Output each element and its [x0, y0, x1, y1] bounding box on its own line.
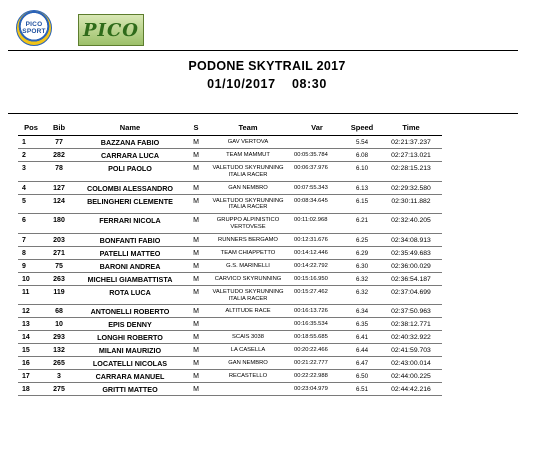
- table-row: [18, 383, 442, 396]
- row-time: 02:38:12.771: [380, 318, 442, 331]
- event-date: 01/10/2017: [207, 77, 276, 91]
- row-position: 6: [18, 214, 44, 234]
- row-athlete-name: FERRARI NICOLA: [74, 214, 186, 234]
- row-athlete-name: BELINGHERI CLEMENTE: [74, 194, 186, 214]
- row-sex: M: [186, 246, 206, 259]
- row-athlete-name: PATELLI MATTEO: [74, 246, 186, 259]
- row-position: 7: [18, 233, 44, 246]
- row-time: 02:21:37.237: [380, 136, 442, 149]
- row-time: 02:35:49.683: [380, 246, 442, 259]
- row-bib: 10: [44, 318, 74, 331]
- row-gap: 00:07:55.343: [290, 181, 344, 194]
- pico-sport-logo-line1: PICO: [25, 21, 43, 28]
- column-header-time: Time: [380, 121, 442, 136]
- row-gap: 00:15:16.950: [290, 272, 344, 285]
- row-bib: 275: [44, 383, 74, 396]
- table-row: [18, 370, 442, 383]
- row-time: 02:41:59.703: [380, 344, 442, 357]
- column-header-speed: Speed: [344, 121, 380, 136]
- row-position: 2: [18, 149, 44, 162]
- row-sex: M: [186, 370, 206, 383]
- table-row: [18, 259, 442, 272]
- row-gap: 00:18:55.685: [290, 331, 344, 344]
- row-time: 02:29:32.580: [380, 181, 442, 194]
- row-gap: 00:15:27.462: [290, 285, 344, 305]
- row-speed: 6.51: [344, 383, 380, 396]
- row-bib: 77: [44, 136, 74, 149]
- row-speed: 6.15: [344, 194, 380, 214]
- pico-logo: [78, 14, 144, 46]
- row-speed: 6.13: [344, 181, 380, 194]
- row-athlete-name: LONGHI ROBERTO: [74, 331, 186, 344]
- row-team: [206, 318, 290, 331]
- row-team: GAV VERTOVA: [206, 136, 290, 149]
- row-sex: M: [186, 149, 206, 162]
- row-team: VALETUDO SKYRUNNING ITALIA RACER: [206, 194, 290, 214]
- row-position: 1: [18, 136, 44, 149]
- row-speed: 6.32: [344, 285, 380, 305]
- row-time: 02:30:11.882: [380, 194, 442, 214]
- row-sex: M: [186, 181, 206, 194]
- row-sex: M: [186, 259, 206, 272]
- row-athlete-name: CARRARA LUCA: [74, 149, 186, 162]
- row-team: GAN NEMBRO: [206, 357, 290, 370]
- row-sex: M: [186, 285, 206, 305]
- row-position: 12: [18, 305, 44, 318]
- row-sex: M: [186, 331, 206, 344]
- row-bib: 124: [44, 194, 74, 214]
- row-athlete-name: COLOMBI ALESSANDRO: [74, 181, 186, 194]
- row-time: 02:37:04.699: [380, 285, 442, 305]
- table-row: [18, 318, 442, 331]
- column-header-name: Name: [74, 121, 186, 136]
- row-speed: 6.44: [344, 344, 380, 357]
- row-speed: 5.54: [344, 136, 380, 149]
- row-time: 02:40:32.922: [380, 331, 442, 344]
- row-team: VALETUDO SKYRUNNING ITALIA RACER: [206, 285, 290, 305]
- row-position: 16: [18, 357, 44, 370]
- row-bib: 75: [44, 259, 74, 272]
- table-row: [18, 344, 442, 357]
- row-gap: 00:20:22.466: [290, 344, 344, 357]
- row-team: LA CASELLA: [206, 344, 290, 357]
- table-row: [18, 357, 442, 370]
- row-time: 02:36:54.187: [380, 272, 442, 285]
- row-position: 15: [18, 344, 44, 357]
- row-bib: 265: [44, 357, 74, 370]
- row-gap: 00:23:04.979: [290, 383, 344, 396]
- top-divider: [8, 50, 518, 51]
- row-position: 10: [18, 272, 44, 285]
- row-gap: 00:05:35.784: [290, 149, 344, 162]
- row-team: SCAIS 3038: [206, 331, 290, 344]
- row-position: 18: [18, 383, 44, 396]
- row-gap: 00:14:12.446: [290, 246, 344, 259]
- table-row: [18, 246, 442, 259]
- row-bib: 293: [44, 331, 74, 344]
- row-gap: 00:12:31.676: [290, 233, 344, 246]
- row-gap: 00:08:34.645: [290, 194, 344, 214]
- table-row: [18, 233, 442, 246]
- row-sex: M: [186, 214, 206, 234]
- row-athlete-name: ROTA LUCA: [74, 285, 186, 305]
- row-athlete-name: GRITTI MATTEO: [74, 383, 186, 396]
- row-team: TEAM MAMMUT: [206, 149, 290, 162]
- results-header-row: [18, 121, 442, 136]
- event-datetime: [0, 77, 534, 91]
- row-team: GAN NEMBRO: [206, 181, 290, 194]
- table-row: [18, 162, 442, 182]
- row-bib: 282: [44, 149, 74, 162]
- row-sex: M: [186, 233, 206, 246]
- row-speed: 6.32: [344, 272, 380, 285]
- row-sex: M: [186, 272, 206, 285]
- row-position: 5: [18, 194, 44, 214]
- row-speed: 6.34: [344, 305, 380, 318]
- row-time: 02:27:13.021: [380, 149, 442, 162]
- title-divider: [8, 113, 518, 114]
- row-athlete-name: EPIS DENNY: [74, 318, 186, 331]
- pico-sport-logo: [16, 10, 52, 46]
- row-athlete-name: BARONI ANDREA: [74, 259, 186, 272]
- row-sex: M: [186, 357, 206, 370]
- row-time: 02:28:15.213: [380, 162, 442, 182]
- table-row: [18, 214, 442, 234]
- pico-sport-logo-line2: SPORT: [22, 28, 46, 35]
- table-row: [18, 181, 442, 194]
- row-speed: 6.25: [344, 233, 380, 246]
- column-header-sex: S: [186, 121, 206, 136]
- row-speed: 6.41: [344, 331, 380, 344]
- row-speed: 6.29: [344, 246, 380, 259]
- row-position: 11: [18, 285, 44, 305]
- header-logos: [14, 8, 154, 48]
- column-header-pos: Pos: [18, 121, 44, 136]
- row-speed: 6.47: [344, 357, 380, 370]
- row-bib: 132: [44, 344, 74, 357]
- table-row: [18, 136, 442, 149]
- row-sex: M: [186, 383, 206, 396]
- table-row: [18, 194, 442, 214]
- event-time: 08:30: [291, 77, 327, 91]
- row-sex: M: [186, 162, 206, 182]
- row-athlete-name: POLI PAOLO: [74, 162, 186, 182]
- row-bib: 263: [44, 272, 74, 285]
- row-position: 17: [18, 370, 44, 383]
- row-time: 02:34:08.913: [380, 233, 442, 246]
- row-gap: 00:22:22.988: [290, 370, 344, 383]
- row-team: VALETUDO SKYRUNNING ITALIA RACER: [206, 162, 290, 182]
- table-row: [18, 331, 442, 344]
- row-position: 13: [18, 318, 44, 331]
- row-athlete-name: BONFANTI FABIO: [74, 233, 186, 246]
- row-bib: 3: [44, 370, 74, 383]
- row-bib: 78: [44, 162, 74, 182]
- row-speed: 6.30: [344, 259, 380, 272]
- column-header-team: Team: [206, 121, 290, 136]
- table-row: [18, 305, 442, 318]
- row-position: 4: [18, 181, 44, 194]
- row-team: G.S. MARINELLI: [206, 259, 290, 272]
- row-time: 02:32:40.205: [380, 214, 442, 234]
- row-position: 3: [18, 162, 44, 182]
- row-gap: 00:14:22.792: [290, 259, 344, 272]
- row-speed: 6.35: [344, 318, 380, 331]
- results-body: [18, 136, 442, 396]
- row-speed: 6.21: [344, 214, 380, 234]
- row-time: 02:37:50.963: [380, 305, 442, 318]
- row-team: RUNNERS BERGAMO: [206, 233, 290, 246]
- row-team: GRUPPO ALPINISTICO VERTOVESE: [206, 214, 290, 234]
- table-row: [18, 149, 442, 162]
- column-header-var: Var: [290, 121, 344, 136]
- row-speed: 6.08: [344, 149, 380, 162]
- row-position: 8: [18, 246, 44, 259]
- row-position: 9: [18, 259, 44, 272]
- row-athlete-name: BAZZANA FABIO: [74, 136, 186, 149]
- row-gap: [290, 136, 344, 149]
- results-table: [18, 121, 442, 396]
- row-bib: 119: [44, 285, 74, 305]
- row-sex: M: [186, 344, 206, 357]
- row-athlete-name: MICHELI GIAMBATTISTA: [74, 272, 186, 285]
- row-athlete-name: MILANI MAURIZIO: [74, 344, 186, 357]
- table-row: [18, 285, 442, 305]
- row-gap: 00:16:35.534: [290, 318, 344, 331]
- pico-logo-text: PICO: [83, 19, 139, 41]
- row-time: 02:44:00.225: [380, 370, 442, 383]
- column-header-bib: Bib: [44, 121, 74, 136]
- row-team: [206, 383, 290, 396]
- row-gap: 00:06:37.976: [290, 162, 344, 182]
- table-row: [18, 272, 442, 285]
- row-speed: 6.10: [344, 162, 380, 182]
- row-time: 02:43:00.014: [380, 357, 442, 370]
- row-bib: 127: [44, 181, 74, 194]
- row-gap: 00:11:02.968: [290, 214, 344, 234]
- row-team: ALTITUDE RACE: [206, 305, 290, 318]
- row-position: 14: [18, 331, 44, 344]
- row-gap: 00:21:22.777: [290, 357, 344, 370]
- page-title: PODONE SKYTRAIL 2017: [188, 59, 346, 73]
- row-sex: M: [186, 194, 206, 214]
- row-bib: 68: [44, 305, 74, 318]
- row-time: 02:44:42.216: [380, 383, 442, 396]
- row-team: TEAM CHIAPPETTO: [206, 246, 290, 259]
- row-athlete-name: CARRARA MANUEL: [74, 370, 186, 383]
- row-bib: 271: [44, 246, 74, 259]
- row-sex: M: [186, 318, 206, 331]
- row-sex: M: [186, 136, 206, 149]
- row-bib: 203: [44, 233, 74, 246]
- row-bib: 180: [44, 214, 74, 234]
- row-athlete-name: ANTONELLI ROBERTO: [74, 305, 186, 318]
- row-athlete-name: LOCATELLI NICOLAS: [74, 357, 186, 370]
- row-speed: 6.50: [344, 370, 380, 383]
- row-gap: 00:16:13.726: [290, 305, 344, 318]
- row-team: CARVICO SKYRUNNING: [206, 272, 290, 285]
- row-time: 02:36:00.029: [380, 259, 442, 272]
- row-team: RECASTELLO: [206, 370, 290, 383]
- row-sex: M: [186, 305, 206, 318]
